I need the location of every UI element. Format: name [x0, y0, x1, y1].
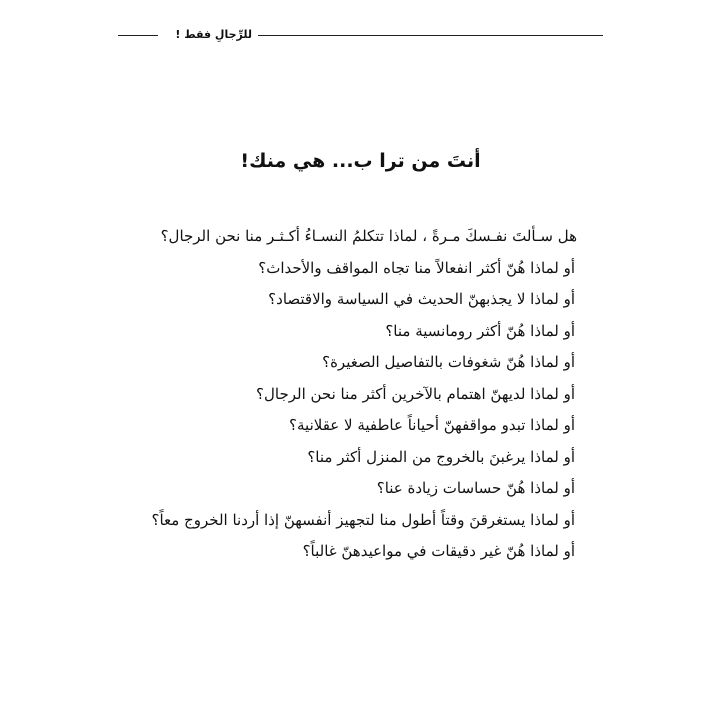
paragraph: أو لماذا هُنّ أكثر رومانسية منا؟	[385, 321, 575, 340]
header-rule-right	[258, 35, 603, 36]
paragraph: أو لماذا يرغبنَ بالخروج من المنزل أكثر منا؟	[307, 447, 575, 466]
paragraph: أو لماذا هُنّ شغوفات بالتفاصيل الصغيرة؟	[322, 353, 575, 371]
paragraph: أو لماذا لا يجذبهنّ الحديث في السياسة والاقتصاد؟	[268, 290, 575, 308]
paragraph: هل سـألتَ نفـسكَ مـرةً ، لماذا تتكلمُ النسـاءُ أكـثـر منا نحن الرجال؟	[160, 227, 577, 245]
paragraph: أو لماذا لديهنّ اهتمام بالآخرين أكثر منا نحن الرجال؟	[256, 384, 575, 403]
paragraph: أو لماذا يستغرقنَ وقتاً أطول منا لتجهيز أنفسهنّ إذا أردنا الخروج معاً؟	[151, 510, 575, 529]
running-title: للرِّجالِ فقط !	[175, 28, 252, 41]
paragraph: أو لماذا هُنّ حساسات زيادة عنا؟	[376, 479, 575, 497]
paragraph: أو لماذا هُنّ غير دقيقات في مواعيدهنّ غالباً؟	[302, 542, 575, 560]
paragraph: أو لماذا هُنّ أكثر انفعالاً منا تجاه المواقف والأحداث؟	[258, 258, 575, 277]
paragraph: أو لماذا تبدو مواقفهنّ أحياناً عاطفية لا عقلانية؟	[289, 416, 575, 434]
chapter-title: أنتَ من ترا ب... هي منك!	[240, 150, 481, 172]
header-rule-left	[118, 35, 158, 36]
body-text	[116, 221, 605, 568]
running-header	[118, 26, 603, 46]
